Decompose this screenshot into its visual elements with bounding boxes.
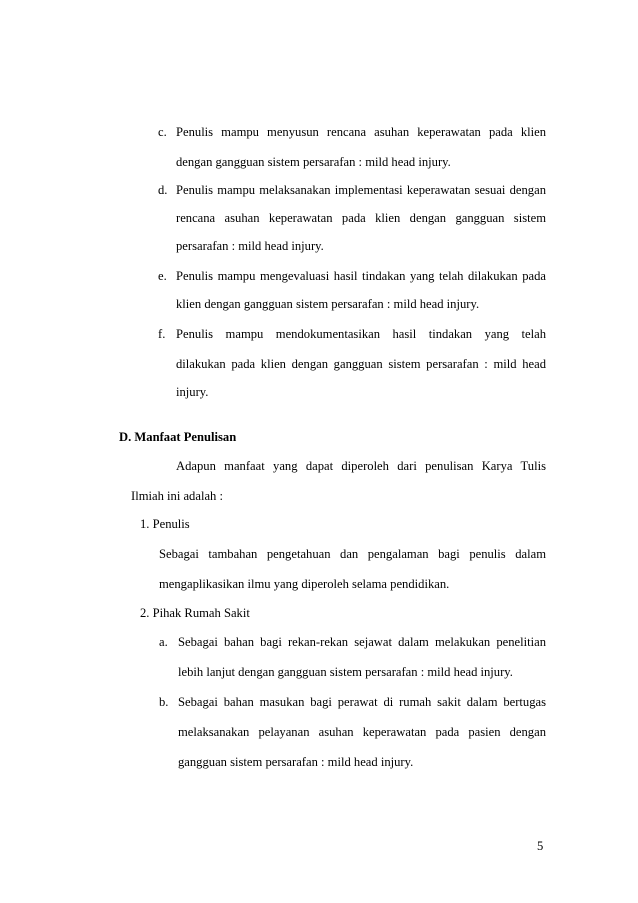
list-marker: e. <box>158 269 167 283</box>
list-item-text: lebih lanjut dengan gangguan sistem persarafan : mild head injury. <box>178 665 513 679</box>
list-item-text: gangguan sistem persarafan : mild head injury. <box>178 755 414 769</box>
list-item-text: rencana asuhan keperawatan pada klien dengan gangguan sistem <box>176 211 546 225</box>
list-item-text: Penulis mampu melaksanakan implementasi keperawatan sesuai dengan <box>176 183 546 197</box>
subsection-title: 2. Pihak Rumah Sakit <box>140 606 250 620</box>
list-item-text: persarafan : mild head injury. <box>176 239 324 253</box>
page-number: 5 <box>537 839 544 853</box>
list-item-text: klien dengan gangguan sistem persarafan : mild head injury. <box>176 297 480 311</box>
paragraph-line: Ilmiah ini adalah : <box>131 489 223 503</box>
list-item-text: Penulis mampu menyusun rencana asuhan keperawatan pada klien <box>176 125 546 139</box>
paragraph-line: Sebagai tambahan pengetahuan dan pengalaman bagi penulis dalam <box>159 547 546 561</box>
list-item-text: Sebagai bahan masukan bagi perawat di rumah sakit dalam bertugas <box>178 695 546 709</box>
subsection-title: 1. Penulis <box>140 517 190 531</box>
list-marker: c. <box>158 125 167 139</box>
list-item-text: dilakukan pada klien dengan gangguan sistem persarafan : mild head <box>176 357 546 371</box>
list-item-text: dengan gangguan sistem persarafan : mild head injury. <box>176 155 451 169</box>
list-marker: f. <box>158 327 166 341</box>
list-marker: a. <box>159 635 168 649</box>
paragraph-line: mengaplikasikan ilmu yang diperoleh selama pendidikan. <box>159 577 450 591</box>
list-item-text: Sebagai bahan bagi rekan-rekan sejawat dalam melakukan penelitian <box>178 635 546 649</box>
section-heading: D. Manfaat Penulisan <box>119 430 237 444</box>
list-item-text: Penulis mampu mengevaluasi hasil tindakan yang telah dilakukan pada <box>176 269 546 283</box>
list-marker: d. <box>158 183 168 197</box>
list-item-text: Penulis mampu mendokumentasikan hasil tindakan yang telah <box>176 327 546 341</box>
list-marker: b. <box>159 695 169 709</box>
list-item-text: injury. <box>176 385 209 399</box>
list-item-text: melaksanakan pelayanan asuhan keperawatan pada pasien dengan <box>178 725 546 739</box>
paragraph-line: Adapun manfaat yang dapat diperoleh dari penulisan Karya Tulis <box>176 459 546 473</box>
